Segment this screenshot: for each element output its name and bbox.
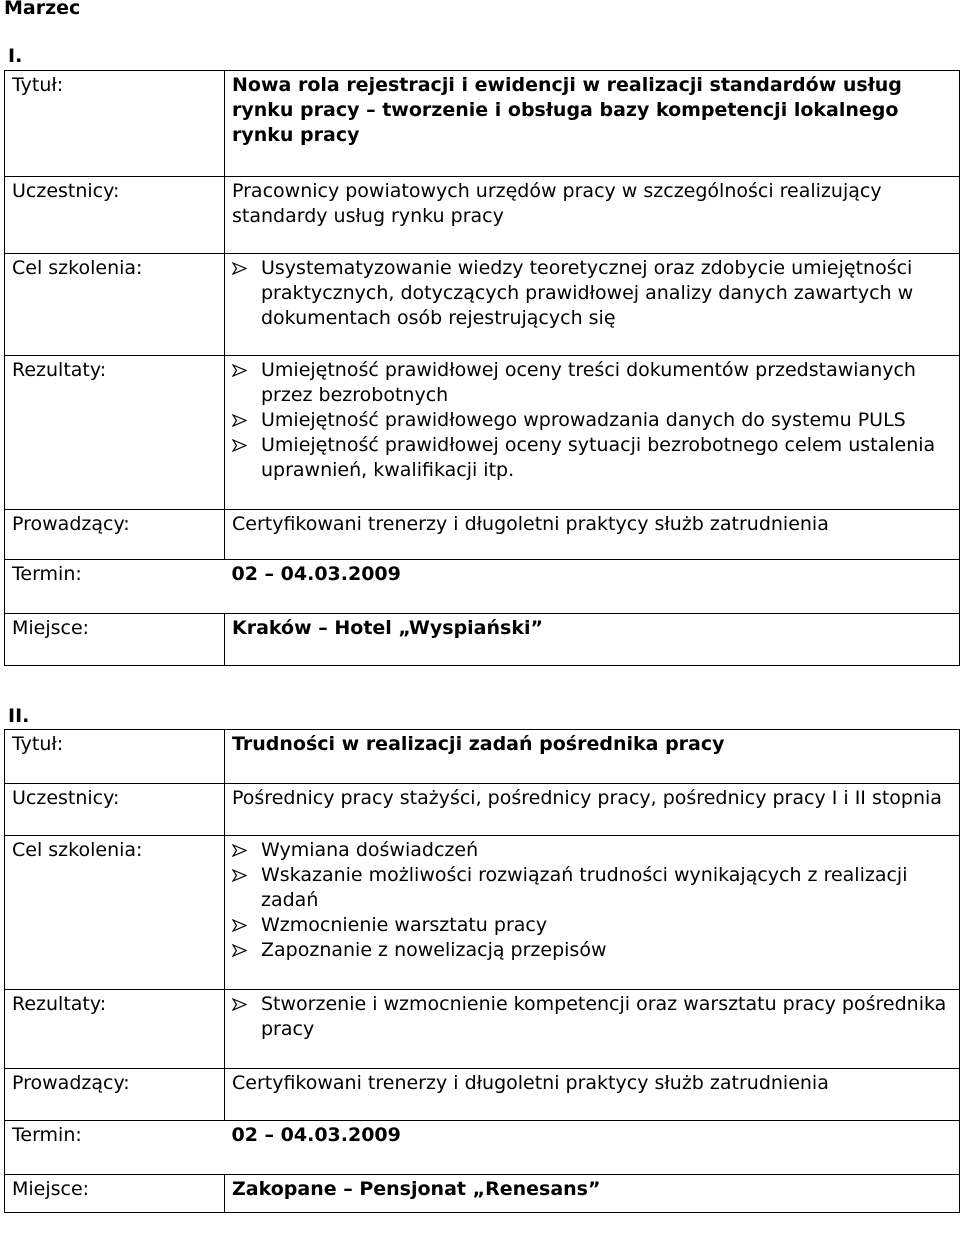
month-heading: Marzec [4, 0, 81, 19]
goal-item: Usystematyzowanie wiedzy teoretycznej oraz zdobycie umiejętności praktycznych, dotyczących prawidłowej analizy danych zawartych w dokumentach osób rejestrujących się [261, 257, 914, 329]
list-item [232, 863, 951, 913]
goal-label: Cel szkolenia: [5, 254, 225, 332]
participants-value: Pośrednicy pracy stażyści, pośrednicy pracy, pośrednicy pracy I i II stopnia [225, 784, 960, 812]
list-item [232, 938, 951, 963]
date-value: 02 – 04.03.2009 [225, 560, 960, 588]
title-value: Nowa rola rejestracji i ewidencji w realizacji standardów usług rynku pracy – tworzenie i obsługa bazy kompetencji lokalnego rynku pracy [225, 71, 960, 149]
result-item: Stworzenie i wzmocnienie kompetencji oraz warsztatu pracy pośrednika pracy [261, 993, 947, 1040]
trainer-value: Certyfikowani trenerzy i długoletni praktycy służb zatrudnienia [225, 510, 960, 538]
goal-item: Wymiana doświadczeń [261, 839, 479, 861]
title-value: Trudności w realizacji zadań pośrednika pracy [225, 730, 960, 758]
results-label: Rezultaty: [5, 356, 225, 484]
trainer-label: Prowadzący: [5, 1069, 225, 1097]
place-value: Zakopane – Pensjonat „Renesans” [225, 1175, 960, 1213]
arrow-bullet-icon [232, 869, 247, 882]
goal-label: Cel szkolenia: [5, 836, 225, 964]
section-number: II. [8, 705, 30, 727]
arrow-bullet-icon [232, 944, 247, 957]
list-item [232, 992, 951, 1042]
course-table-1 [4, 70, 960, 666]
participants-label: Uczestnicy: [5, 784, 225, 812]
participants-label: Uczestnicy: [5, 177, 225, 230]
results-label: Rezultaty: [5, 990, 225, 1043]
list-item [232, 838, 951, 863]
arrow-bullet-icon [232, 364, 247, 377]
results-list [232, 992, 951, 1042]
goal-list [232, 838, 951, 963]
date-label: Termin: [5, 1121, 225, 1149]
arrow-bullet-icon [232, 439, 247, 452]
goal-item: Zapoznanie z nowelizacją przepisów [261, 939, 607, 961]
arrow-bullet-icon [232, 844, 247, 857]
title-label: Tytuł: [5, 71, 225, 149]
date-label: Termin: [5, 560, 225, 588]
arrow-bullet-icon [232, 262, 247, 275]
list-item [232, 256, 951, 331]
arrow-bullet-icon [232, 919, 247, 932]
date-value: 02 – 04.03.2009 [225, 1121, 960, 1149]
result-item: Umiejętność prawidłowego wprowadzania danych do systemu PULS [261, 409, 906, 431]
arrow-bullet-icon [232, 414, 247, 427]
goal-list [232, 256, 951, 331]
title-label: Tytuł: [5, 730, 225, 758]
list-item [232, 408, 951, 433]
result-item: Umiejętność prawidłowej oceny sytuacji bezrobotnego celem ustalenia uprawnień, kwalifikacji itp. [261, 434, 936, 481]
course-table-2 [4, 729, 960, 1213]
list-item [232, 433, 951, 483]
list-item [232, 913, 951, 938]
place-label: Miejsce: [5, 1175, 225, 1213]
trainer-label: Prowadzący: [5, 510, 225, 538]
goal-item: Wzmocnienie warsztatu pracy [261, 914, 548, 936]
arrow-bullet-icon [232, 998, 247, 1011]
results-list [232, 358, 951, 483]
trainer-value: Certyfikowani trenerzy i długoletni praktycy służb zatrudnienia [225, 1069, 960, 1097]
participants-value: Pracownicy powiatowych urzędów pracy w szczególności realizujący standardy usług rynku pracy [225, 177, 960, 230]
section-number: I. [8, 45, 23, 67]
result-item: Umiejętność prawidłowej oceny treści dokumentów przedstawianych przez bezrobotnych [261, 359, 916, 406]
goal-item: Wskazanie możliwości rozwiązań trudności wynikających z realizacji zadań [261, 864, 908, 911]
place-value: Kraków – Hotel „Wyspiański” [225, 614, 960, 666]
place-label: Miejsce: [5, 614, 225, 666]
list-item [232, 358, 951, 408]
